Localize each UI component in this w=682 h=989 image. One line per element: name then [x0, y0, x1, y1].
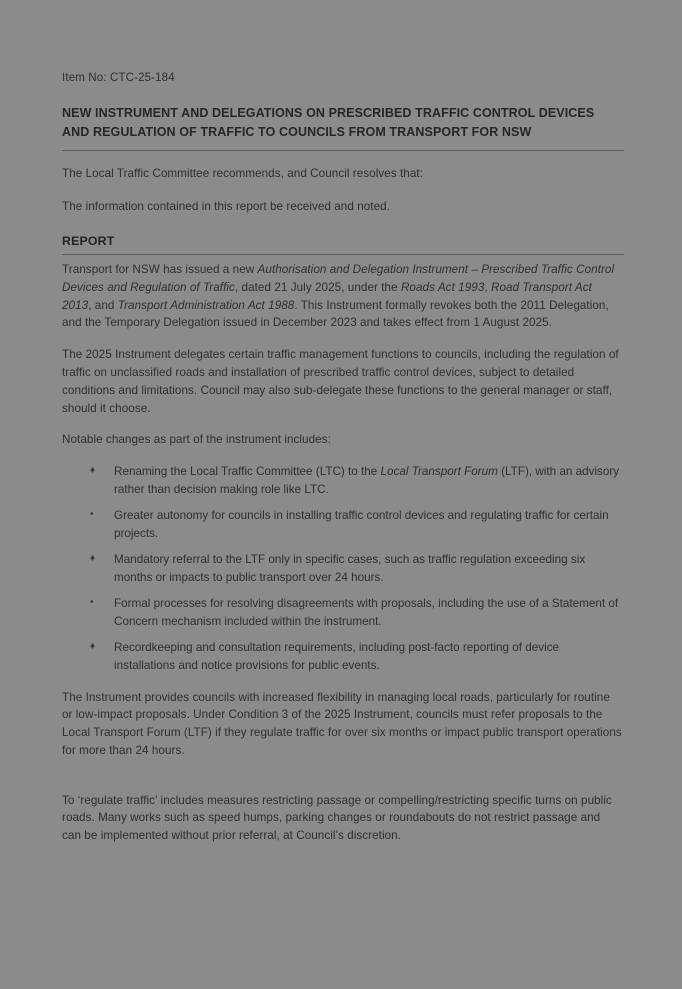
act-roads: Roads Act 1993 [400, 280, 485, 294]
instrument-name: Authorisation and Delegation Instrument – Prescribed Traffic Control Devices and Regulation of Traffic [62, 263, 615, 294]
act-transport-administration: Transport Administration Act 1988 [117, 298, 295, 312]
list-item-text-cont: (LTF), with an advisory rather than decision making role like LTC. [114, 465, 620, 496]
list-item [62, 463, 622, 498]
list-item-italic: Local Transport Forum [380, 465, 498, 479]
bullet-marker-icon: • [90, 509, 94, 521]
paragraph-instrument-issued [62, 261, 622, 332]
text-fragment: , and [88, 298, 118, 312]
list-item [62, 507, 622, 542]
paragraph-delegated-functions: The 2025 Instrument delegates certain traffic management functions to councils, including the regulation of traffic on unclassified roads and installation of prescribed traffic control devices, subject to detailed conditions and limitations. Council may also sub-delegate these functions to the general manager or staff, should it choose. [62, 348, 619, 415]
page-title: NEW INSTRUMENT AND DELEGATIONS ON PRESCRIBED TRAFFIC CONTROL DEVICES AND REGULATION OF TRAFFIC TO COUNCILS FROM TRANSPORT FOR NSW [62, 104, 624, 151]
text-fragment: Transport for NSW has issued a new [62, 263, 258, 277]
text-fragment: , [484, 280, 491, 294]
list-item [62, 551, 622, 586]
act-road-transport: Road Transport Act 2013 [62, 280, 592, 312]
text-fragment: . This Instrument formally revokes both the 2011 Delegation, and the Temporary Delegation issued in December 2023 and takes effect from 1 August 2025. [62, 298, 609, 330]
list-item-text: Greater autonomy for councils in installing traffic control devices and regulating traffic for certain projects. [114, 509, 609, 540]
item-number: Item No: CTC-25-184 [62, 72, 175, 84]
list-item-text: Recordkeeping and consultation requirements, including post-facto reporting of device installations and notice provisions for public events. [114, 641, 560, 673]
bullet-marker-icon: ♦ [90, 465, 96, 477]
paragraph-regulate-traffic-definition: To ‘regulate traffic’ includes measures restricting passage or compelling/restricting specific turns on public roads. Many works such as speed humps, parking changes or roundabouts do not restrict passage and can be implemented without prior referral, at Council’s discretion. [62, 793, 612, 843]
report-heading: REPORT [62, 234, 624, 255]
bullet-marker-icon: ♦ [90, 641, 96, 653]
recommendation-intro: The Local Traffic Committee recommends, and Council resolves that: [62, 166, 424, 180]
text-fragment: , dated 21 July 2025, under the [234, 280, 401, 294]
bullet-marker-icon: • [90, 597, 94, 609]
notable-changes-list [62, 463, 622, 674]
list-item-text: Renaming the Local Traffic Committee (LTC) to the [114, 465, 381, 479]
list-item-text: Formal processes for resolving disagreements with proposals, including the use of a Statement of Concern mechanism included within the instrument. [114, 597, 619, 628]
list-item-text: Mandatory referral to the LTF only in specific cases, such as traffic regulation exceeding six months or impacts to public transport over 24 hours. [114, 553, 586, 584]
paragraph-notable-changes-intro: Notable changes as part of the instrument includes: [62, 433, 331, 447]
recommendation-body: The information contained in this report be received and noted. [62, 200, 391, 214]
spacer [62, 774, 624, 792]
list-item [62, 639, 622, 674]
paragraph-flexibility: The Instrument provides councils with increased flexibility in managing local roads, particularly for routine or low-impact proposals. Under Condition 3 of the 2025 Instrument, councils must refer proposals to the Local Transport Forum (LTF) if they regulate traffic for over six months or impact public transport operations for more than 24 hours. [62, 690, 622, 757]
bullet-marker-icon: ♦ [90, 553, 96, 565]
list-item [62, 595, 622, 630]
